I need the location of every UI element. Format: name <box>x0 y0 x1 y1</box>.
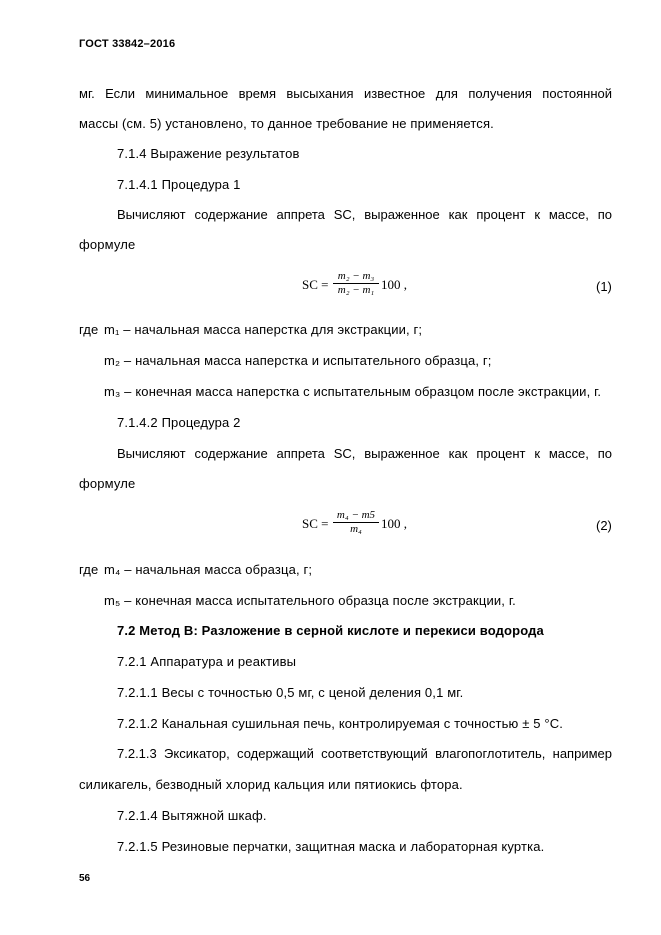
formula-denominator: m₄ <box>350 523 362 535</box>
document-header: ГОСТ 33842–2016 <box>79 38 176 50</box>
formula-numerator: m₄ − m5 <box>336 509 376 521</box>
formula-numerator: m₂ − m₃ <box>337 270 375 282</box>
formula-tail: 100 , <box>381 516 407 531</box>
section-heading: 7.1.4.1 Процедура 1 <box>117 177 241 192</box>
section-heading: 7.1.4 Выражение результатов <box>117 146 300 161</box>
paragraph-line: Вычисляют содержание аппрета SC, выраженное как процент к массе, по <box>117 207 612 222</box>
paragraph-line: Вычисляют содержание аппрета SC, выраженное как процент к массе, по <box>117 446 612 461</box>
variable-definition: m₄ – начальная масса образца, г; <box>104 562 313 577</box>
paragraph-line: массы (см. 5) установлено, то данное требование не применяется. <box>79 116 494 131</box>
variable-definition: m₅ – конечная масса испытательного образца после экстракции, г. <box>104 593 516 608</box>
variable-definition: m₁ – начальная масса наперстка для экстракции, г; <box>104 322 423 337</box>
paragraph-line: силикагель, безводный хлорид кальция или пятиокись фтора. <box>79 777 463 792</box>
where-label: где <box>79 322 99 337</box>
formula-tail: 100 , <box>381 277 407 292</box>
list-item: 7.2.1.2 Канальная сушильная печь, контролируемая с точностью ± 5 °С. <box>117 716 564 731</box>
section-heading: 7.2.1 Аппаратура и реактивы <box>117 654 297 669</box>
list-item: 7.2.1.4 Вытяжной шкаф. <box>117 808 267 823</box>
variable-definition: m₂ – начальная масса наперстка и испытательного образца, г; <box>104 353 492 368</box>
variable-definition: m₃ – конечная масса наперстка с испытательным образцом после экстракции, г. <box>104 384 602 399</box>
paragraph-line: мг. Если минимальное время высыхания известное для получения постоянной <box>79 86 612 101</box>
section-heading: 7.1.4.2 Процедура 2 <box>117 415 241 430</box>
paragraph-line: формуле <box>79 237 136 252</box>
list-item: 7.2.1.3 Эксикатор, содержащий соответствующий влагопоглотитель, например <box>117 746 612 761</box>
formula-lhs: SC = <box>302 277 329 292</box>
equation-number: (2) <box>596 518 612 533</box>
formula-denominator: m₂ − m₁ <box>337 284 375 296</box>
paragraph-line: формуле <box>79 476 136 491</box>
equation-number: (1) <box>596 279 612 294</box>
formula-fraction <box>333 270 379 297</box>
list-item: 7.2.1.5 Резиновые перчатки, защитная маска и лабораторная куртка. <box>117 839 545 854</box>
where-label: где <box>79 562 99 577</box>
formula-fraction <box>333 509 379 536</box>
formula-lhs: SC = <box>302 516 329 531</box>
list-item: 7.2.1.1 Весы с точностью 0,5 мг, с ценой деления 0,1 мг. <box>117 685 464 700</box>
section-heading: 7.2 Метод В: Разложение в серной кислоте и перекиси водорода <box>117 623 544 638</box>
page-number: 56 <box>79 873 91 884</box>
